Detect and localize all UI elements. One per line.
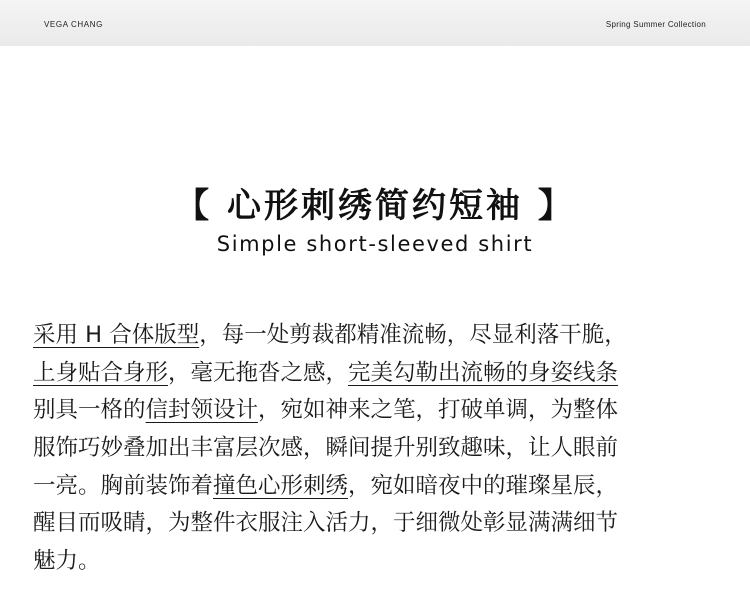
- highlighted-phrase: 完美勾勒出流畅的身姿线条: [348, 359, 619, 386]
- paragraph-text: 别具一格的: [33, 397, 146, 424]
- paragraph-text: 魅力。: [33, 548, 101, 575]
- brand-name: VEGA CHANG: [44, 20, 103, 29]
- page-title: [0, 178, 750, 227]
- collection-label: Spring Summer Collection: [605, 20, 706, 29]
- title-open-bracket: 【: [175, 186, 213, 226]
- paragraph-text: 一亮。胸前装饰着: [33, 472, 214, 499]
- highlighted-phrase: 上身贴合身形: [33, 359, 169, 386]
- highlighted-phrase: 采用 H 合体版型: [33, 322, 200, 348]
- paragraph-text: ，宛如暗夜中的璀璨星辰，: [348, 472, 619, 499]
- title-text: 心形刺绣简约短袖: [227, 186, 523, 226]
- paragraph-text: ，毫无拖沓之感，: [168, 359, 349, 386]
- highlighted-phrase: 撞色心形刺绣: [213, 472, 349, 499]
- paragraph-text: ，宛如神来之笔，打破单调，为整体: [258, 397, 619, 424]
- paragraph-text: ，每一处剪裁都精准流畅，尽显利落干脆，: [199, 322, 627, 348]
- paragraph-line: [33, 543, 723, 581]
- description-paragraph: [33, 317, 723, 581]
- paragraph-text: 服饰巧妙叠加出丰富层次感，瞬间提升别致趣味，让人眼前: [33, 435, 619, 462]
- paragraph-line: [33, 392, 723, 430]
- header-band: [0, 0, 750, 46]
- paragraph-line: [33, 317, 723, 355]
- highlighted-phrase: 信封领设计: [145, 397, 259, 424]
- paragraph-text: 醒目而吸睛，为整件衣服注入活力，于细微处彰显满满细节: [33, 510, 619, 537]
- paragraph-line: [33, 505, 723, 543]
- page-subtitle: Simple short-sleeved shirt: [216, 232, 534, 256]
- title-close-bracket: 】: [537, 186, 575, 226]
- paragraph-line: [33, 355, 723, 393]
- paragraph-line: [33, 430, 723, 468]
- paragraph-line: [33, 468, 723, 506]
